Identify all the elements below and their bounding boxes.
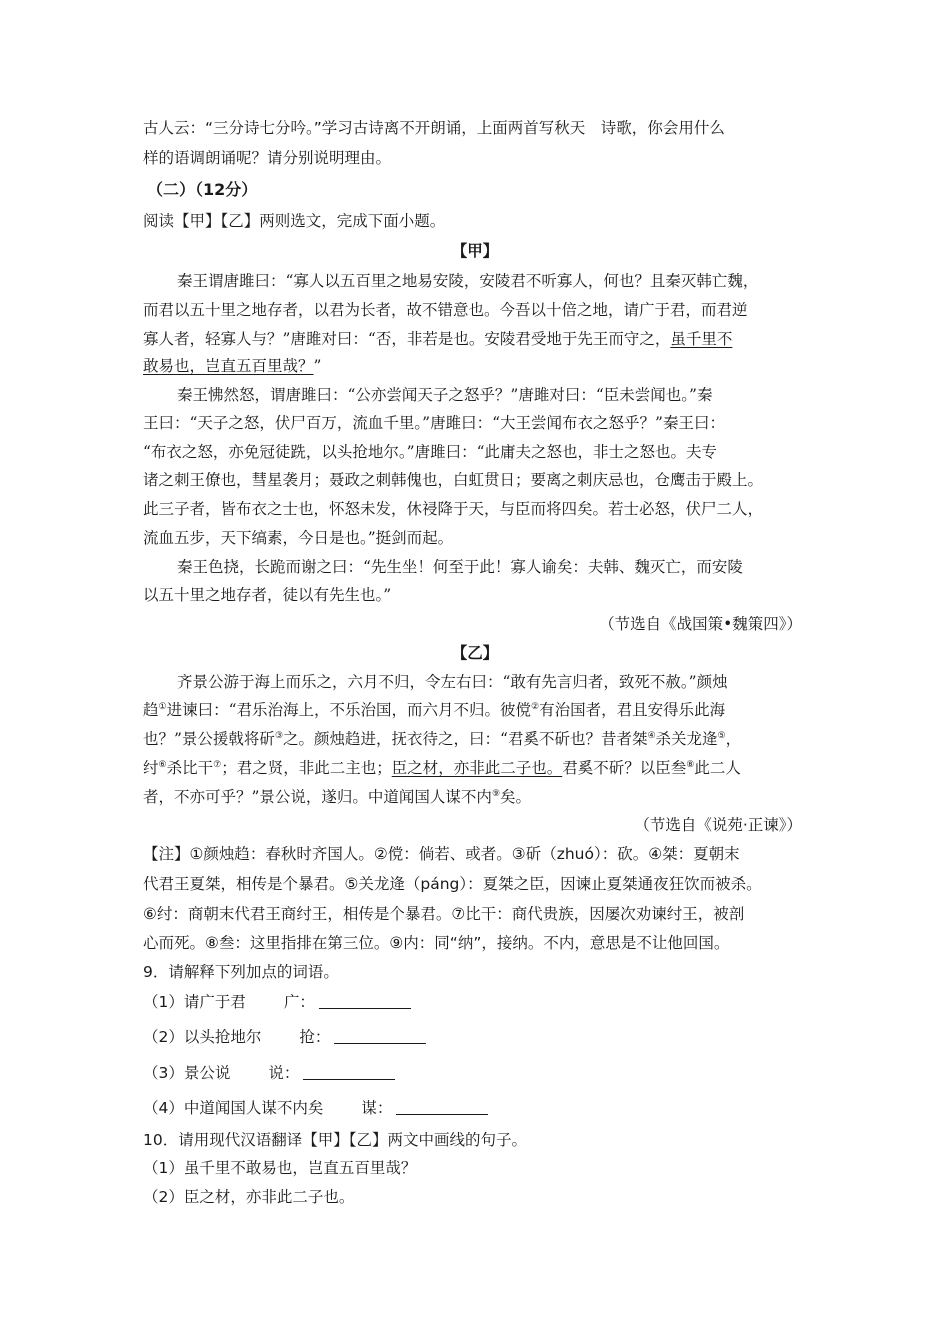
jia-source: （节选自《战国策•魏策四》） xyxy=(599,615,802,633)
yi-text: 杀关龙逄 xyxy=(655,730,718,748)
jia-p2-line-6: 流血五步，天下缟素，今日是也。”挺剑而起。 xyxy=(143,529,454,547)
jia-p2-line-5: 此三子者，皆布衣之士也，怀怒未发，休祲降于天，与臣而将四矣。若士必怒，伏尸二人， xyxy=(143,500,764,518)
footnote-marker: ⑤ xyxy=(717,731,726,741)
q9-item-word: 说： xyxy=(268,1064,300,1082)
notes-line-2: 代君王夏桀，相传是个暴君。⑤关龙逄（páng）：夏桀之臣，因谏止夏桀通夜狂饮而被杀。 xyxy=(143,875,762,893)
notes-line-4: 心而死。⑧叁：这里指排在第三位。⑨内：同“纳”，接纳。不内，意思是不让他回国。 xyxy=(143,934,730,952)
yi-text: ；君之贤，非此二主也； xyxy=(221,759,392,777)
yi-text: ， xyxy=(725,730,742,748)
footnote-marker: ⑦ xyxy=(213,760,222,770)
underlined-sentence-jia-part-2: 敢易也，岂直五百里哉？ xyxy=(143,357,314,375)
intro-line-2: 样的语调朗诵呢？请分别说明理由。 xyxy=(143,149,392,167)
notes-line-1: 【注】①颜烛趋：春秋时齐国人。②傥：倘若、或者。③斫（zhuó）：砍。④桀：夏朝末 xyxy=(143,845,740,863)
q9-item-1 xyxy=(143,991,411,1013)
yi-line-3 xyxy=(143,728,741,750)
yi-text: 有治国者，君且安得乐此海 xyxy=(539,701,726,719)
footnote-marker: ③ xyxy=(274,731,284,741)
jia-p1-line-3-text: 寡人者，轻寡人与？”唐雎对曰：“否，非若是也。安陵君受地于先王而守之， xyxy=(143,330,671,348)
underlined-sentence-jia-part-1: 虽千里不 xyxy=(670,330,733,348)
yi-line-1: 齐景公游于海上而乐之，六月不归，令左右曰：“敢有先言归者，致死不赦。”颜烛 xyxy=(177,673,728,691)
jia-p1-line-3 xyxy=(143,328,732,350)
yi-line-5 xyxy=(143,786,531,808)
q9-item-text: （3）景公说 xyxy=(143,1064,231,1082)
footnote-marker: ① xyxy=(158,702,167,712)
footnote-marker: ⑥ xyxy=(158,760,167,770)
yi-text: 也？”景公援戟将斫 xyxy=(143,730,275,748)
jia-p2-line-4: 诸之刺王僚也，彗星袭月；聂政之刺韩傀也，白虹贯日；要离之刺庆忌也，仓鹰击于殿上。 xyxy=(143,471,764,489)
yi-text: 杀比干 xyxy=(166,759,214,777)
section-instruction: 阅读【甲】【乙】两则选文，完成下面小题。 xyxy=(143,212,446,230)
passage-jia-label: 【甲】 xyxy=(451,242,499,260)
q10-title: 10．请用现代汉语翻译【甲】【乙】两文中画线的句子。 xyxy=(143,1131,527,1149)
footnote-marker: ② xyxy=(531,702,540,712)
footnote-marker: ⑨ xyxy=(491,789,501,799)
yi-text: 者，不亦可乎？”景公说，遂归。中道闻国人谋不内 xyxy=(143,788,492,806)
q9-item-4 xyxy=(143,1097,488,1119)
q9-item-word: 广： xyxy=(283,993,315,1011)
q9-item-word: 谋： xyxy=(361,1099,393,1117)
yi-text: 进谏曰：“君乐治海上，不乐治国，而六月不归。彼傥 xyxy=(166,701,532,719)
jia-p1-line-1: 秦王谓唐雎曰：“寡人以五百里之地易安陵，安陵君不听寡人，何也？且秦灭韩亡魏， xyxy=(177,272,759,290)
underlined-sentence-yi: 臣之材，亦非此二子也。 xyxy=(391,759,563,777)
jia-p3-line-1: 秦王色挠，长跪而谢之曰：“先生坐！何至于此！寡人谕矣：夫韩、魏灭亡，而安陵 xyxy=(177,558,743,576)
q9-title: 9．请解释下列加点的词语。 xyxy=(143,963,339,981)
answer-blank[interactable] xyxy=(334,1029,426,1044)
yi-line-2 xyxy=(143,699,725,721)
answer-blank[interactable] xyxy=(319,994,411,1009)
yi-text: 君奚不斫？以臣叁 xyxy=(562,759,687,777)
footnote-marker: ⑧ xyxy=(686,760,695,770)
yi-text: 纣 xyxy=(143,759,159,777)
q9-item-2 xyxy=(143,1026,426,1048)
jia-p1-line-2: 而君以五十里之地存者，以君为长者，故不错意也。今吾以十倍之地，请广于君，而君逆 xyxy=(143,301,748,319)
yi-text: 趋 xyxy=(143,701,159,719)
jia-p1-line-4 xyxy=(143,355,321,377)
section-heading: （二）（12分） xyxy=(147,180,258,199)
yi-text: 之。颜烛趋进，抚衣待之，曰：“君奚不斫也？昔者桀 xyxy=(283,730,648,748)
q10-item-1: （1）虽千里不敢易也，岂直五百里哉？ xyxy=(143,1159,417,1177)
jia-p2-line-2: 王曰：“天子之怒，伏尸百万，流血千里。”唐雎曰：“大王尝闻布衣之怒乎？”秦王曰： xyxy=(143,414,725,432)
jia-p2-line-1: 秦王怫然怒，谓唐雎曰：“公亦尝闻天子之怒乎？”唐雎对曰：“臣未尝闻也。”秦 xyxy=(177,386,713,404)
yi-source: （节选自《说苑·正谏》） xyxy=(634,816,802,834)
notes-line-3: ⑥纣：商朝末代君王商纣王，相传是个暴君。⑦比干：商代贵族，因屡次劝谏纣王，被剖 xyxy=(143,905,745,923)
q9-item-3 xyxy=(143,1062,395,1084)
jia-p3-line-2: 以五十里之地存者，徒以有先生也。” xyxy=(143,586,392,604)
yi-text: 矣。 xyxy=(500,788,532,806)
q9-item-text: （4）中道闻国人谋不内矣 xyxy=(143,1099,324,1117)
jia-p1-line-4-quote: ” xyxy=(313,357,322,375)
yi-text: 此二人 xyxy=(694,759,741,777)
q9-item-text: （2）以头抢地尔 xyxy=(143,1028,262,1046)
passage-yi-label: 【乙】 xyxy=(451,644,499,662)
footnote-marker: ④ xyxy=(647,731,656,741)
jia-p2-line-3: “布衣之怒，亦免冠徒跣，以头抢地尔。”唐雎曰：“此庸夫之怒也，非士之怒也。夫专 xyxy=(143,443,718,461)
answer-blank[interactable] xyxy=(303,1065,395,1080)
yi-line-4 xyxy=(143,757,741,779)
answer-blank[interactable] xyxy=(396,1100,488,1115)
intro-line-1: 古人云：“三分诗七分吟。”学习古诗离不开朗诵，上面两首写秋天 诗歌，你会用什么 xyxy=(143,119,725,137)
q10-item-2: （2）臣之材，亦非此二子也。 xyxy=(143,1188,355,1206)
q9-item-text: （1）请广于君 xyxy=(143,993,246,1011)
q9-item-word: 抢： xyxy=(299,1028,331,1046)
